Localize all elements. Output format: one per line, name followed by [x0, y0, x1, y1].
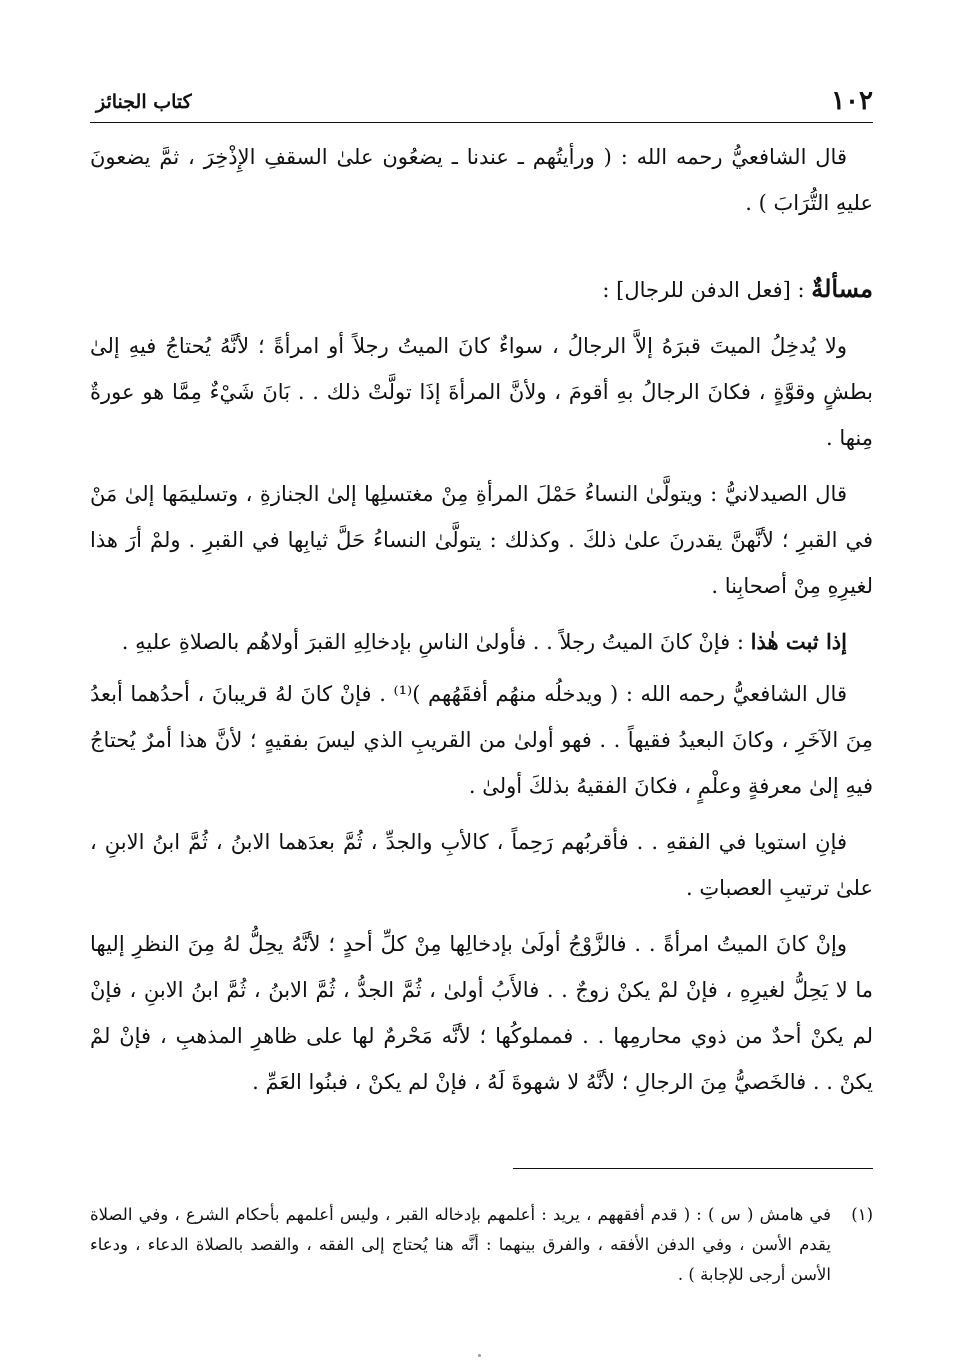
- masala-title: : [فعل الدفن للرجال] :: [602, 278, 812, 302]
- footnote-rule: [513, 1168, 873, 1169]
- main-text: [90, 134, 873, 1115]
- masala-heading: [90, 266, 873, 313]
- page-mark: [478, 1354, 481, 1357]
- header-rule: [90, 122, 873, 123]
- masala-label: مسألةٌ: [811, 274, 873, 303]
- footnote: [90, 1200, 873, 1290]
- paragraph-lead: إذا ثبت هٰذا: [750, 629, 847, 654]
- paragraph-saydalani: قال الصيدلانيُّ : ويتولَّىٰ النساءُ حَمْلَ المرأةِ مِنْ مغتسلِها إلىٰ الجنازةِ ، وتسليمَها إلىٰ مَنْ في القبرِ ؛ لأنَّهنَّ يقدرنَ علىٰ ذلكَ . وكذلك : يتولَّىٰ النساءُ حَلَّ ثيابِها في القبرِ . ولمْ أرَ هذا لغيرِهِ مِنْ أصحابِنا .: [90, 482, 873, 598]
- paragraph-burial-by-men: ولا يُدخِلُ الميتَ قبرَهُ إلاَّ الرجالُ ، سواءٌ كانَ الميتُ رجلاً أو امرأةً ؛ لأنَّهُ يُحتاجُ فيهِ إلىٰ بطشٍ وقوَّةٍ ، فكانَ الرجالُ بهِ أقومَ ، ولأنَّ المرأةَ إذَا تولَّتْ ذلك . . بَانَ شَيْءٌ مِمَّا هو عورةٌ مِنها .: [90, 334, 873, 450]
- paragraph-most-knowledgeable: قال الشافعيُّ رحمه الله : ( ويدخلُه منهُم أفقَهُهم )⁽¹⁾ . فإنْ كانَ لهُ قريبانَ ، أحدُهما أبعدُ مِنَ الآخَرِ ، وكانَ البعيدُ فقيهاً . . فهو أولىٰ من القريبِ الذي ليسَ بفقيهٍ ؛ لأنَّ هذا أمرٌ يُحتاجُ فيهِ إلىٰ معرفةٍ وعلْمٍ ، فكانَ الفقيهُ بذلكَ أولىٰ .: [90, 682, 873, 798]
- paragraph-if-established: [90, 619, 873, 665]
- footnote-text: في هامش ( س ) : ( قدم أفقههم ، يريد : أعلمهم بإدخاله القبر ، وليس أعلمهم بأحكام الشرع ، وفي الصلاة يقدم الأسن ، وفي الدفن الأفقه ، والفرق بينهما : أنَّه هنا يُحتاج إلى الفقه ، والقصد بالصلاة الدعاء ، ودعاء الأسن أرجى للإجابة ) .: [90, 1205, 831, 1284]
- paragraph-rest: : فإنْ كانَ الميتُ رجلاً . . فأولىٰ الناسِ بإدخالِهِ القبرَ أولاهُم بالصلاةِ عليهِ .: [121, 630, 751, 654]
- paragraph-equal-in-fiqh: فإنِ استويا في الفقهِ . . فأقربُهم رَحِماً ، كالأبِ والجدِّ ، ثُمَّ بعدَهما الابنُ ، ثُمَّ ابنُ الابنِ ، علىٰ ترتيبِ العصباتِ .: [90, 830, 873, 900]
- page-number: ١٠٢: [831, 86, 873, 116]
- running-title: كتاب الجنائز: [96, 91, 192, 113]
- paragraph-deceased-woman: وإنْ كانَ الميتُ امرأةً . . فالزَّوْجُ أولَىٰ بإدخالِها مِنْ كلِّ أحدٍ ؛ لأنَّهُ يحِلُّ لهُ مِنَ النظرِ إليها ما لا يَحِلُّ لغيرِهِ ، فإنْ لمْ يكنْ زوجٌ . . فالأَبُ أولىٰ ، ثُمَّ الجدُّ ، ثُمَّ الابنُ ، ثُمَّ ابنُ الابنِ ، فإنْ لم يكنْ أحدٌ من ذوي محارمِها . . فمملوكُها ؛ لأنَّه مَحْرمٌ لها على ظاهرِ المذهبِ ، فإنْ لمْ يكنْ . . فالخَصيُّ مِنَ الرجالِ ؛ لأنَّهُ لا شهوةَ لَهُ ، فإنْ لم يكنْ ، فبنُوا العَمِّ .: [90, 932, 873, 1094]
- paragraph-shafii-quote: قال الشافعيُّ رحمه الله : ( ورأيتُهم ـ عندنا ـ يضعُون علىٰ السقفِ الإِذْخِرَ ، ثمَّ يضعونَ عليهِ التُّرَابَ ) .: [90, 145, 873, 215]
- footnote-number: (١): [851, 1205, 873, 1224]
